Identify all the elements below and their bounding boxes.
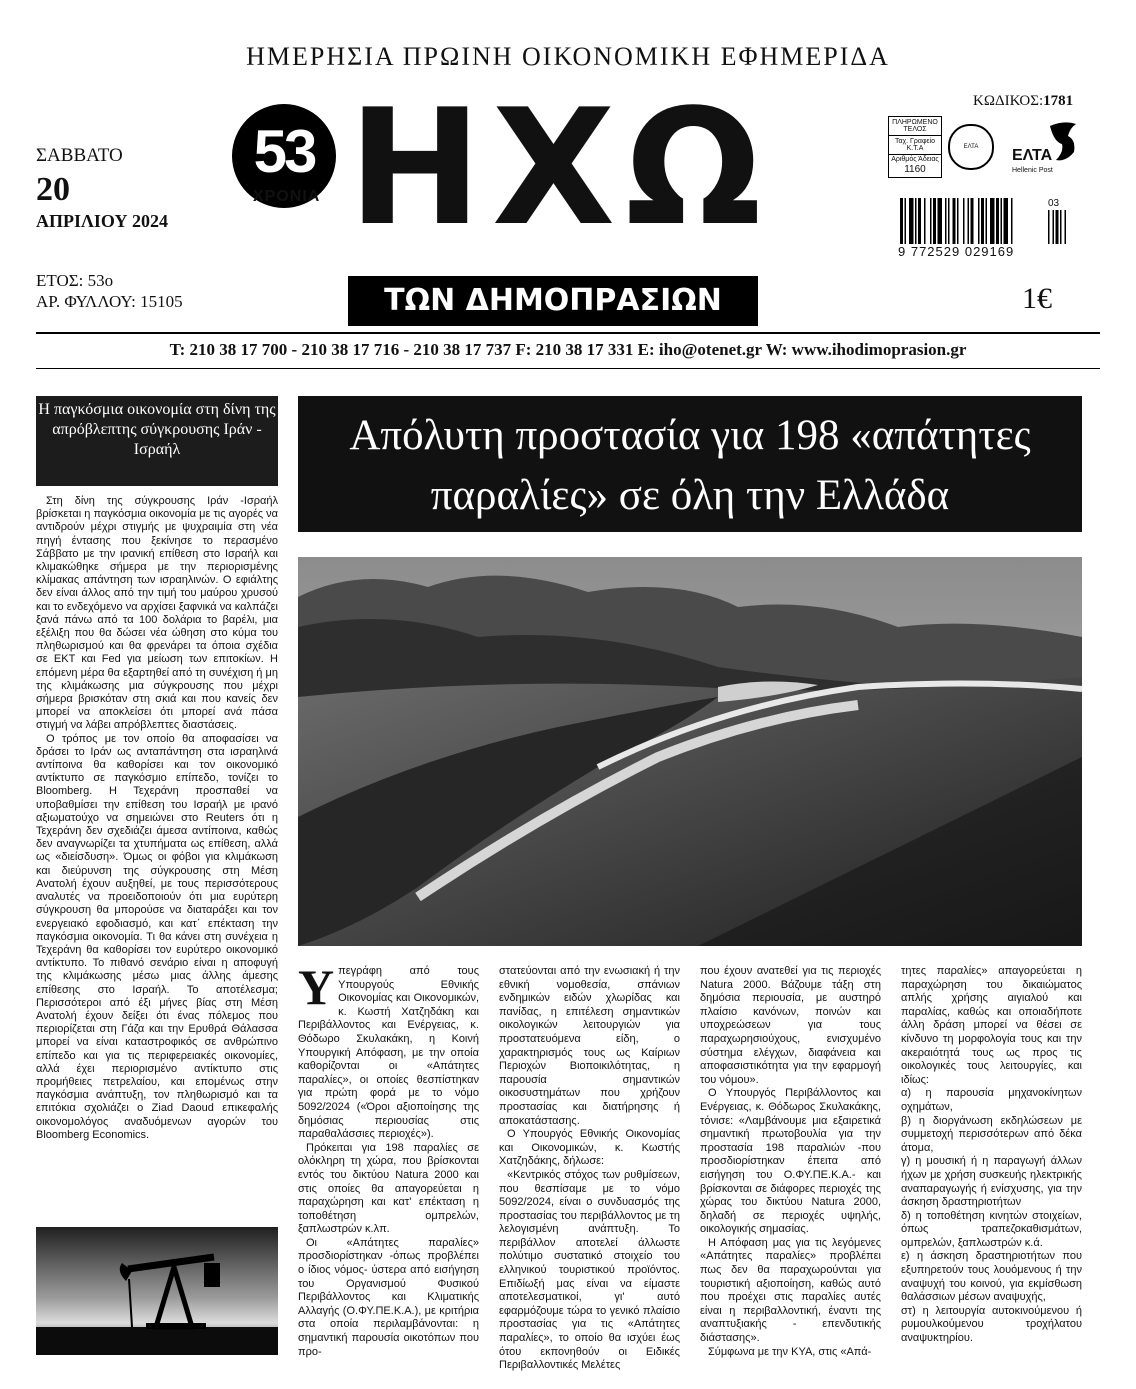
barcode-addon-bar [1060, 210, 1062, 244]
main-headline-line-2: παραλίες» σε όλη την Ελλάδα [430, 472, 950, 519]
barcode-bar [953, 198, 956, 244]
barcode-addon-bar [1056, 210, 1059, 244]
barcode-bar [938, 198, 943, 244]
article-paragraph: πεγράφη από τους Υπουργούς Εθνικής Οικονομίας και Οικονομικών, κ. Κωστή Χατζηδάκη και Περιβάλλοντος και Ενέργειας, κ. Θόδωρο Σκυλακάκη, η Κοινή Υπουργική Απόφαση, με την οποία καθορίζονται οι «Απάτητες παραλίες», οι οποίες θεσπίστηκαν για πρώτη φορά με το νόμο 5092/2024 («Όροι αξιοποίησης της δημόσιας περιουσίας στις παραθαλάσσιες περιοχές»). [298, 965, 479, 1141]
barcode-bar [990, 198, 995, 244]
beach-aerial-photo [298, 557, 1082, 946]
article-column-4 [901, 965, 1082, 1360]
barcode-bar [978, 198, 980, 244]
postage-line-3: Αριθμός Άδειας [891, 156, 939, 163]
prohibition-list [901, 1087, 1082, 1345]
barcode-addon-bar [1065, 210, 1067, 244]
article-paragraph: Ο Υπουργός Περιβάλλοντος και Ενέργειας, κ. Θόδωρος Σκυλακάκης, τόνισε: «Λαμβάνουμε μια εξαιρετικά σημαντική πρωτοβουλία για την προστασία 198 παραλιών -που προσδιορίστηκαν έπειτα από εισήγηση του Ο.ΦΥ.ΠΕ.Κ.Α.- και βρίσκονται σε διάφορες περιοχές της χώρας του δικτύου Natura 2000, δηλαδή σε περιοχές υψηλής, οικολογικής σημασίας. [700, 1087, 881, 1236]
issue-day: ΣΑΒΒΑΤΟ [36, 145, 123, 166]
sidebar-paragraph: Ο τρόπος με τον οποίο θα αποφασίσει να δράσει το Ιράν ως ανταπάντηση στα ισραηλινά αντίποινα θα καθορίσει και τον οικονομικό αντίκτυπο σε παγκόσμιο επίπεδο, τονίζει το Bloomberg. Η Τεχεράνη προσπαθεί να υποβαθμίσει την επίθεση του Ισραήλ με ιρανό αξιωματούχο να σημειώνει στο Reuters ότι η Τεχεράνη δεν σχεδιάζει άμεσα αντίποινα, καθώς δεν αναγνωρίζει τα χτυπήματα ως επίθεση, αλλά ως «διείσδυση». Όμως οι φόβοι για κλιμάκωση και διεύρυνση της σύγκρουσης στη Μέση Ανατολή έχουν αυξηθεί, με τους περισσότερους αναλυτές να προειδοποιούν ότι μια ευρύτερη σύγκρουση θα μπορούσε να διαταράξει και τον ενεργειακό εφοδιασμό, και κατ΄ επέκταση την παγκόσμια οικονομία. Τι θα κάνει στη συνέχεια η Τεχεράνη θα καθορίσει τον ευρύτερο οικονομικό αντίκτυπο. Το πιθανό σενάριο είναι η αποφυγή της κλιμάκωσης μέσω μιας άλλης άμεσης επίθεσης στο Ισραήλ. Το αποτέλεσμα; Περισσότεροι από έξι μήνες βίας στη Μέση Ανατολή έχουν δείξει ότι ένας πόλεμος που περιορίζεται στη Γάζα και την Ερυθρά Θάλασσα μπορεί να είναι καταστροφικός σε ανθρώπινο επίπεδο και για τις περιφερειακές οικονομίες, αλλά έχει περιορισμένο αντίκτυπο στις προμήθειες πετρελαίου, και επομένως στην παγκόσμια ανάπτυξη, τον πληθωρισμό και τα επιτόκια σχολιάζει ο Ziad Daoud επικεφαλής οικονομολόγος αναδυόμενων αγορών του Bloomberg Economics. [36, 732, 278, 1141]
list-item: στ) η λειτουργία αυτοκινούμενου ή ρυμουλκούμενου τροχήλατου αναψυκτηρίου. [901, 1304, 1082, 1345]
code-value: 1781 [1043, 93, 1074, 109]
publication-code [973, 93, 1073, 110]
tagline: ΗΜΕΡΗΣΙΑ ΠΡΩΙΝΗ ΟΙΚΟΝΟΜΙΚΗ ΕΦΗΜΕΡΙΔΑ [246, 42, 890, 71]
sidebar-headline: Η παγκόσμια οικονομία στη δίνη της απρόβλεπτης σύγκρουσης Ιράν - Ισραήλ [36, 396, 278, 486]
barcode-digits: 9 772529 029169 [898, 244, 1015, 259]
barcode-bar [900, 198, 903, 244]
beach-landscape [298, 557, 1082, 946]
barcode-bar [981, 198, 984, 244]
barcode-issue: 03 [1048, 198, 1060, 209]
oil-pump-silhouette [36, 1227, 278, 1355]
price: 1€ [1022, 282, 1052, 315]
list-item: γ) η μουσική ή η παραγωγή άλλων ήχων με χρήση συσκευής ηλεκτρικής αναπαραγωγής ή ενίσχυσης, για την άσκηση δραστηριοτήτων [901, 1155, 1082, 1209]
barcode-bar [1011, 198, 1013, 244]
article-paragraph: Ο Υπουργός Εθνικής Οικονομίας και Οικονομικών, κ. Κωστής Χατζηδάκης, δήλωσε: [499, 1128, 680, 1168]
barcode-bar [948, 198, 950, 244]
article-column-3 [700, 965, 881, 1360]
masthead-title: ΗΧΩ [348, 74, 772, 261]
badge-label: ΧΡΟΝΙΑ [253, 188, 321, 205]
list-item: ε) η άσκηση δραστηριοτήτων που εξυπηρετούν τους λουόμενους ή την αναψυχή του κοινού, για εκμίσθωση θαλάσσιων μέσων αναψυχής, [901, 1250, 1082, 1304]
list-item: β) η διοργάνωση εκδηλώσεων με συμμετοχή περισσότερων από δέκα άτομα, [901, 1114, 1082, 1154]
issue-date-number: 20 [36, 171, 70, 208]
barcode-bar [924, 198, 926, 244]
code-label: ΚΩΔΙΚΟΣ: [973, 93, 1044, 109]
barcode-bar [918, 198, 921, 244]
article-paragraph: Η Απόφαση μας για τις λεγόμενες «Απάτητες παραλίες» προβλέπει πως δεν θα παραχωρούνται για τουριστική αξιοποίηση, καθώς αυτό που προέχει στις παραλίες αυτές είναι η περιβαλλοντική, έναντι της αναπτυξιακής - επενδυτικής διάστασης». [700, 1236, 881, 1345]
barcode-bar [996, 198, 999, 244]
list-item: δ) η τοποθέτηση κινητών στοιχείων, όπως τραπεζοκαθισμάτων, ομπρελών, ξαπλωστρών κ.ά. [901, 1209, 1082, 1249]
postage-line-2: Ταχ. Γραφείο Κ.Τ.Α [889, 136, 941, 155]
main-headline-line-1: Απόλυτη προστασία για 198 «απάτητες [349, 412, 1031, 459]
year-label: ΕΤΟΣ: 53ο [36, 271, 114, 290]
header-divider-bottom [36, 368, 1100, 369]
elta-subtitle: Hellenic Post [1012, 167, 1053, 174]
issue-number-label: ΑΡ. ΦΥΛΛΟΥ: 15105 [36, 292, 183, 311]
postage-line-4: 1160 [904, 164, 926, 175]
barcode-bar [933, 198, 936, 244]
article-paragraph: Πρόκειται για 198 παραλίες σε ολόκληρη τη χώρα, που βρίσκονται εντός του δικτύου Natura 2000 και στις οποίες θα απαγορεύεται η παραχώρηση και κατ' επέκταση η τοποθέτηση ομπρελών, ξαπλωστρών κ.λπ. [298, 1141, 479, 1236]
barcode-bar [963, 198, 965, 244]
article-paragraph: στατεύονται από την ενωσιακή ή την εθνική νομοθεσία, σπάνιων ενδημικών ειδών χλωρίδας και πανίδας, η επιτέλεση σημαντικών οικολογικών λειτουργιών για προστατευόμενα είδη, ο χαρακτηρισμός τους ως Καίριων Περιοχών Βιοποικιλότητας, η παρουσία σημαντικών οικοσυστημάτων που χρήζουν προστασίας και διατήρησης ή αποκατάστασης. [499, 965, 680, 1127]
badge-number: 53 [253, 118, 315, 185]
barcode-addon-bar [1053, 210, 1055, 244]
sidebar-article [36, 495, 278, 1217]
article-paragraph: Σύμφωνα με την ΚΥΑ, στις «Απά- [708, 1345, 872, 1358]
barcode-addon-bar [1048, 210, 1050, 244]
sidebar-paragraph: Στη δίνη της σύγκρουσης Ιράν -Ισραήλ βρίσκεται η παγκόσμια οικονομία με τις αγορές να αντιδρούν μέχρι στιγμής με ψυχραιμία στη νέα πηγή έντασης που ξεκίνησε το περασμένο Σάββατο με την ιρανική επίθεση στο Ισραήλ και κλιμακώθηκε σήμερα με την περιορισμένης κλίμακας απάντηση των ισραηλινών. Ο εφιάλτης δεν είναι άλλος από την τιμή του μαύρου χρυσού και το ενδεχόμενο να αρχίσει ξαφνικά να καλπάζει ξανά πάνω από τα 100 δολάρια το βαρέλι, μια εξέλιξη που θα δώσει νέα ώθηση στο κύμα του πληθωρισμού και θα φρενάρει τα όποια σχέδια σε ΕΚΤ και Fed για μείωση των επιτοκίων. Η επόμενη μέρα θα εξαρτηθεί από τη συνέχιση ή μη της κλιμάκωσης μια σύγκρουσης που μέχρι σήμερα βρισκόταν στη σκιά και που κανείς δεν μπορεί να αποκλείσει ότι μπορεί ανά πάσα στιγμή να λάβει απρόβλεπτες διαστάσεις. [36, 495, 278, 732]
barcode-bar [957, 198, 959, 244]
barcode-bar [968, 198, 970, 244]
issue-date-month: ΑΠΡΙΛΙΟΥ 2024 [36, 211, 168, 231]
masthead-subtitle: ΤΩΝ ΔΗΜΟΠΡΑΣΙΩΝ [348, 276, 758, 326]
article-paragraph: τητες παραλίες» απαγορεύεται η παραχώρηση του δικαιώματος απλής χρήσης αιγιαλού και παραλίας, καθώς και οποιαδήποτε άλλη δράση μπορεί να θέσει σε κίνδυνο τη μορφολογία τους και την ακεραιότητά τους ως προς τις οικολογικές τους λειτουργίες, και ιδίως: [901, 965, 1082, 1086]
article-paragraph: που έχουν ανατεθεί για τις περιοχές Natura 2000. Βάζουμε τάξη στη δημόσια περιουσία, με αυστηρό πλαίσιο κανόνων, ποινών και υποχρεώσεων για τους παραχωρησιούχους, ενισχυμένο σύστημα ελέγχων, διαφάνεια και αποφασιστικότητα για την εφαρμογή του νόμου». [700, 965, 881, 1086]
header-divider-top [36, 332, 1100, 334]
article-column-1 [298, 959, 479, 1360]
elta-name: ΕΛΤΑ [1012, 147, 1053, 164]
barcode-bar [915, 198, 917, 244]
barcode-bar [905, 198, 907, 244]
barcode-bar [1004, 198, 1009, 244]
postage-stamp-icon [888, 116, 942, 178]
article-column-2 [499, 965, 680, 1372]
barcode-icon [898, 198, 1070, 244]
barcode-bar [1001, 198, 1003, 244]
dropcap: Υ [298, 959, 335, 1015]
barcode-bar [945, 198, 947, 244]
postage-line-1: ΠΛΗΡΩΜΕΝΟ ΤΕΛΟΣ [889, 117, 941, 136]
contact-line: T: 210 38 17 700 - 210 38 17 716 - 210 38 17 737 F: 210 38 17 331 E: iho@otenet.gr W: www.ihodimoprasion.gr [169, 340, 967, 359]
list-item: α) η παρουσία μηχανοκίνητων οχημάτων, [901, 1087, 1082, 1113]
barcode-bar [986, 198, 988, 244]
barcode-bar [971, 198, 974, 244]
article-paragraph: «Κεντρικός στόχος των ρυθμίσεων, που θεσπίσαμε με το νόμο 5092/2024, είναι ο συνδυασμός της προστασίας του περιβάλλοντος με τη λελογισμένη ανάπτυξη. Το περιβάλλον αποτελεί άλλωστε πολύτιμο συστατικό στοιχείο του ελληνικού τουριστικού προϊόντος. Επιδίωξή μας είναι να είμαστε αποτελεσματικοί, γι' αυτό εφαρμόζουμε τώρα το γενικό πλαίσιο προστασίας για τις «Απάτητες παραλίες», το οποίο θα ισχύει έως ότου εκπονηθούν οι Ειδικές Περιβαλλοντικές Μελέτες [499, 1168, 680, 1372]
postal-seal-icon: ΕΛΤΑ [948, 124, 994, 170]
barcode-bar [930, 198, 932, 244]
oil-pump-photo [36, 1227, 278, 1355]
main-headline [298, 396, 1082, 532]
article-paragraph: Οι «Απάτητες παραλίες» προσδιορίστηκαν -όπως προβλέπει ο ίδιος νόμος- ύστερα από εισήγηση του Οργανισμού Φυσικού Περιβάλλοντος και Κλιματικής Αλλαγής (Ο.ΦΥ.ΠΕ.Κ.Α.), με κριτήρια στα οποία περιλαμβάνονται: η σημαντική παρουσία οικοτόπων που προ- [298, 1236, 479, 1358]
barcode-bar [909, 198, 914, 244]
